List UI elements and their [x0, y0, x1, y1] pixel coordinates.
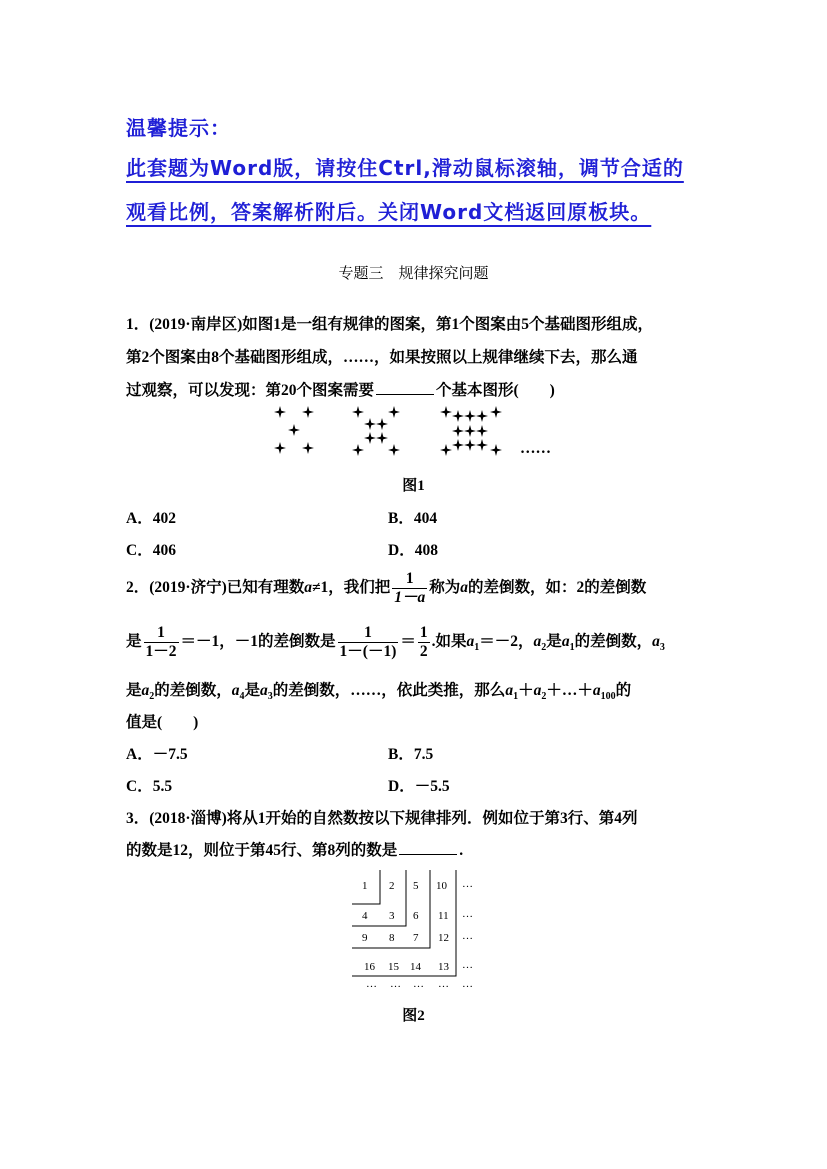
var-a: a [141, 682, 150, 699]
figure-2-caption: 图2 [402, 1008, 425, 1024]
q2-line-1 [126, 570, 646, 607]
q2-text: 是 [126, 633, 142, 651]
q2-text: ＝ [400, 633, 416, 651]
grid-cell: … [438, 978, 449, 990]
tip-line-2: 观看比例，答案解析附后。关闭Word文档返回原板块。 [126, 200, 652, 224]
frac-den: 2 [419, 643, 428, 660]
frac-den-text: 1－a [394, 589, 426, 606]
answer-blank [399, 842, 457, 855]
q2-text: ＝－1，－1的差倒数是 [180, 633, 336, 651]
var-a: a [460, 579, 469, 597]
grid-cell: 1 [362, 880, 368, 892]
q2-text: ＋ [518, 682, 534, 699]
q2-option-b: B．7.5 [388, 746, 434, 763]
q2-text: 的差倒数，……，依此类推，那么 [272, 682, 506, 699]
frac-den [392, 589, 427, 607]
q1-option-b: B．404 [388, 510, 438, 527]
q2-text: ≠1，我们把 [312, 579, 391, 597]
grid-cell: … [366, 978, 377, 990]
q3-text: 的数是12，则位于第45行、第8列的数是 [126, 842, 398, 859]
tip-heading: 温馨提示： [126, 116, 231, 140]
grid-cell: 14 [410, 961, 421, 973]
tip-line-1: 此套题为Word版，请按住Ctrl,滑动鼠标滚轴，调节合适的 [126, 156, 684, 180]
figure-1-caption: 图1 [402, 478, 425, 494]
grid-cell: … [462, 959, 473, 971]
q2-text: 的 [615, 682, 632, 699]
q3-text: . [459, 842, 464, 859]
q1-line-3b: 个基本图形( ) [436, 382, 555, 399]
q2-text: 2．(2019·济宁)已知有理数 [126, 579, 305, 597]
q2-text: .如果 [431, 633, 467, 651]
figure-1-star-patterns [268, 400, 558, 460]
var-a: a [533, 633, 542, 651]
q2-option-c: C．5.5 [126, 778, 173, 795]
grid-cell: 2 [389, 880, 395, 892]
grid-cell: 10 [436, 880, 447, 892]
q2-text: 的差倒数，如：2的差倒数 [468, 579, 647, 597]
q1-option-d: D．408 [388, 542, 438, 559]
figure-1-ellipsis: …… [520, 440, 551, 457]
frac-num: 1 [392, 570, 427, 589]
q2-text: ＋…＋ [546, 682, 593, 699]
figure-2-number-grid [350, 868, 482, 993]
grid-cell: 6 [413, 910, 419, 922]
grid-cell: 13 [438, 961, 449, 973]
q3-line-1: 3．(2018·淄博)将从1开始的自然数按以下规律排列．例如位于第3行、第4列 [126, 810, 638, 827]
grid-cell: 11 [438, 910, 449, 922]
q2-line-3: 是$a_2$的差倒数，$a_4$是$a_3$的差倒数，……，依此类推，那么$a_1+a_2+\dots+a_{100}$的 [126, 682, 632, 703]
q2-option-a: A．－7.5 [126, 746, 188, 763]
q2-line-4: 值是( ) [126, 714, 199, 731]
grid-cell: … [462, 930, 473, 942]
q1-option-a: A．402 [126, 510, 176, 527]
grid-cell: 16 [364, 961, 375, 973]
grid-cell: 5 [413, 880, 419, 892]
var-a: a [652, 633, 660, 651]
frac-den: 1－2 [145, 643, 177, 660]
frac-num: 1 [144, 624, 179, 643]
var-a: a [231, 682, 240, 699]
grid-cell: 15 [388, 961, 399, 973]
fraction-1-over-1-minus-2 [144, 624, 179, 661]
q1-line-1: 1．(2019·南岸区)如图1是一组有规律的图案，第1个图案由5个基础图形组成， [126, 316, 653, 333]
grid-cell: 4 [362, 910, 368, 922]
q3-line-2 [126, 838, 463, 860]
grid-cell: … [462, 908, 473, 920]
var-a: a [304, 579, 312, 597]
q2-text: ＝－2， [479, 633, 534, 651]
grid-cell: 7 [413, 932, 419, 944]
q1-option-c: C．406 [126, 542, 176, 559]
grid-cell: … [390, 978, 401, 990]
fraction-1-over-1-minus-a [392, 570, 427, 607]
q2-text: 的差倒数， [154, 682, 232, 699]
fraction-1-over-2 [418, 624, 430, 661]
grid-cell: 8 [389, 932, 395, 944]
q2-option-d: D．－5.5 [388, 778, 450, 795]
grid-cell: 9 [362, 932, 368, 944]
frac-den: 1－(－1) [339, 643, 397, 660]
grid-cell: … [462, 878, 473, 890]
q2-text: 是 [244, 682, 261, 699]
grid-cell: … [462, 978, 473, 990]
var-a: a [505, 682, 514, 699]
var-a: a [533, 682, 542, 699]
frac-num: 1 [419, 624, 428, 641]
q1-line-2: 第2个图案由8个基础图形组成，……，如果按照以上规律继续下去，那么通 [126, 349, 638, 366]
grid-cell: 12 [438, 932, 449, 944]
grid-cell: 3 [389, 910, 395, 922]
var-a: a [592, 682, 601, 699]
q2-line-2: 是 $\frac{1}{1-2}$ ＝－1，－1的差倒数是 $\frac{1}{1-(-1)}$ ＝ $\frac{1}{2}$ .如果$a_1=-2$，$a_2$是$a_1$的差倒数，$a_3$ [126, 624, 665, 660]
grid-cell: … [413, 978, 424, 990]
q2-text: 的差倒数， [574, 633, 653, 651]
var-a: a [260, 682, 268, 699]
var-a: a [561, 633, 570, 651]
fraction-1-over-1-minus-neg1 [338, 624, 399, 661]
q2-text: 是 [126, 682, 142, 699]
q2-text: 是 [546, 633, 562, 651]
var-a: a [466, 633, 475, 651]
frac-num: 1 [338, 624, 399, 643]
answer-blank [376, 382, 434, 395]
q2-text: 称为 [429, 579, 461, 597]
page-title: 专题三 规律探究问题 [338, 266, 489, 282]
q1-line-3 [126, 378, 555, 400]
q1-line-3a: 过观察，可以发现：第20个图案需要 [126, 382, 375, 399]
